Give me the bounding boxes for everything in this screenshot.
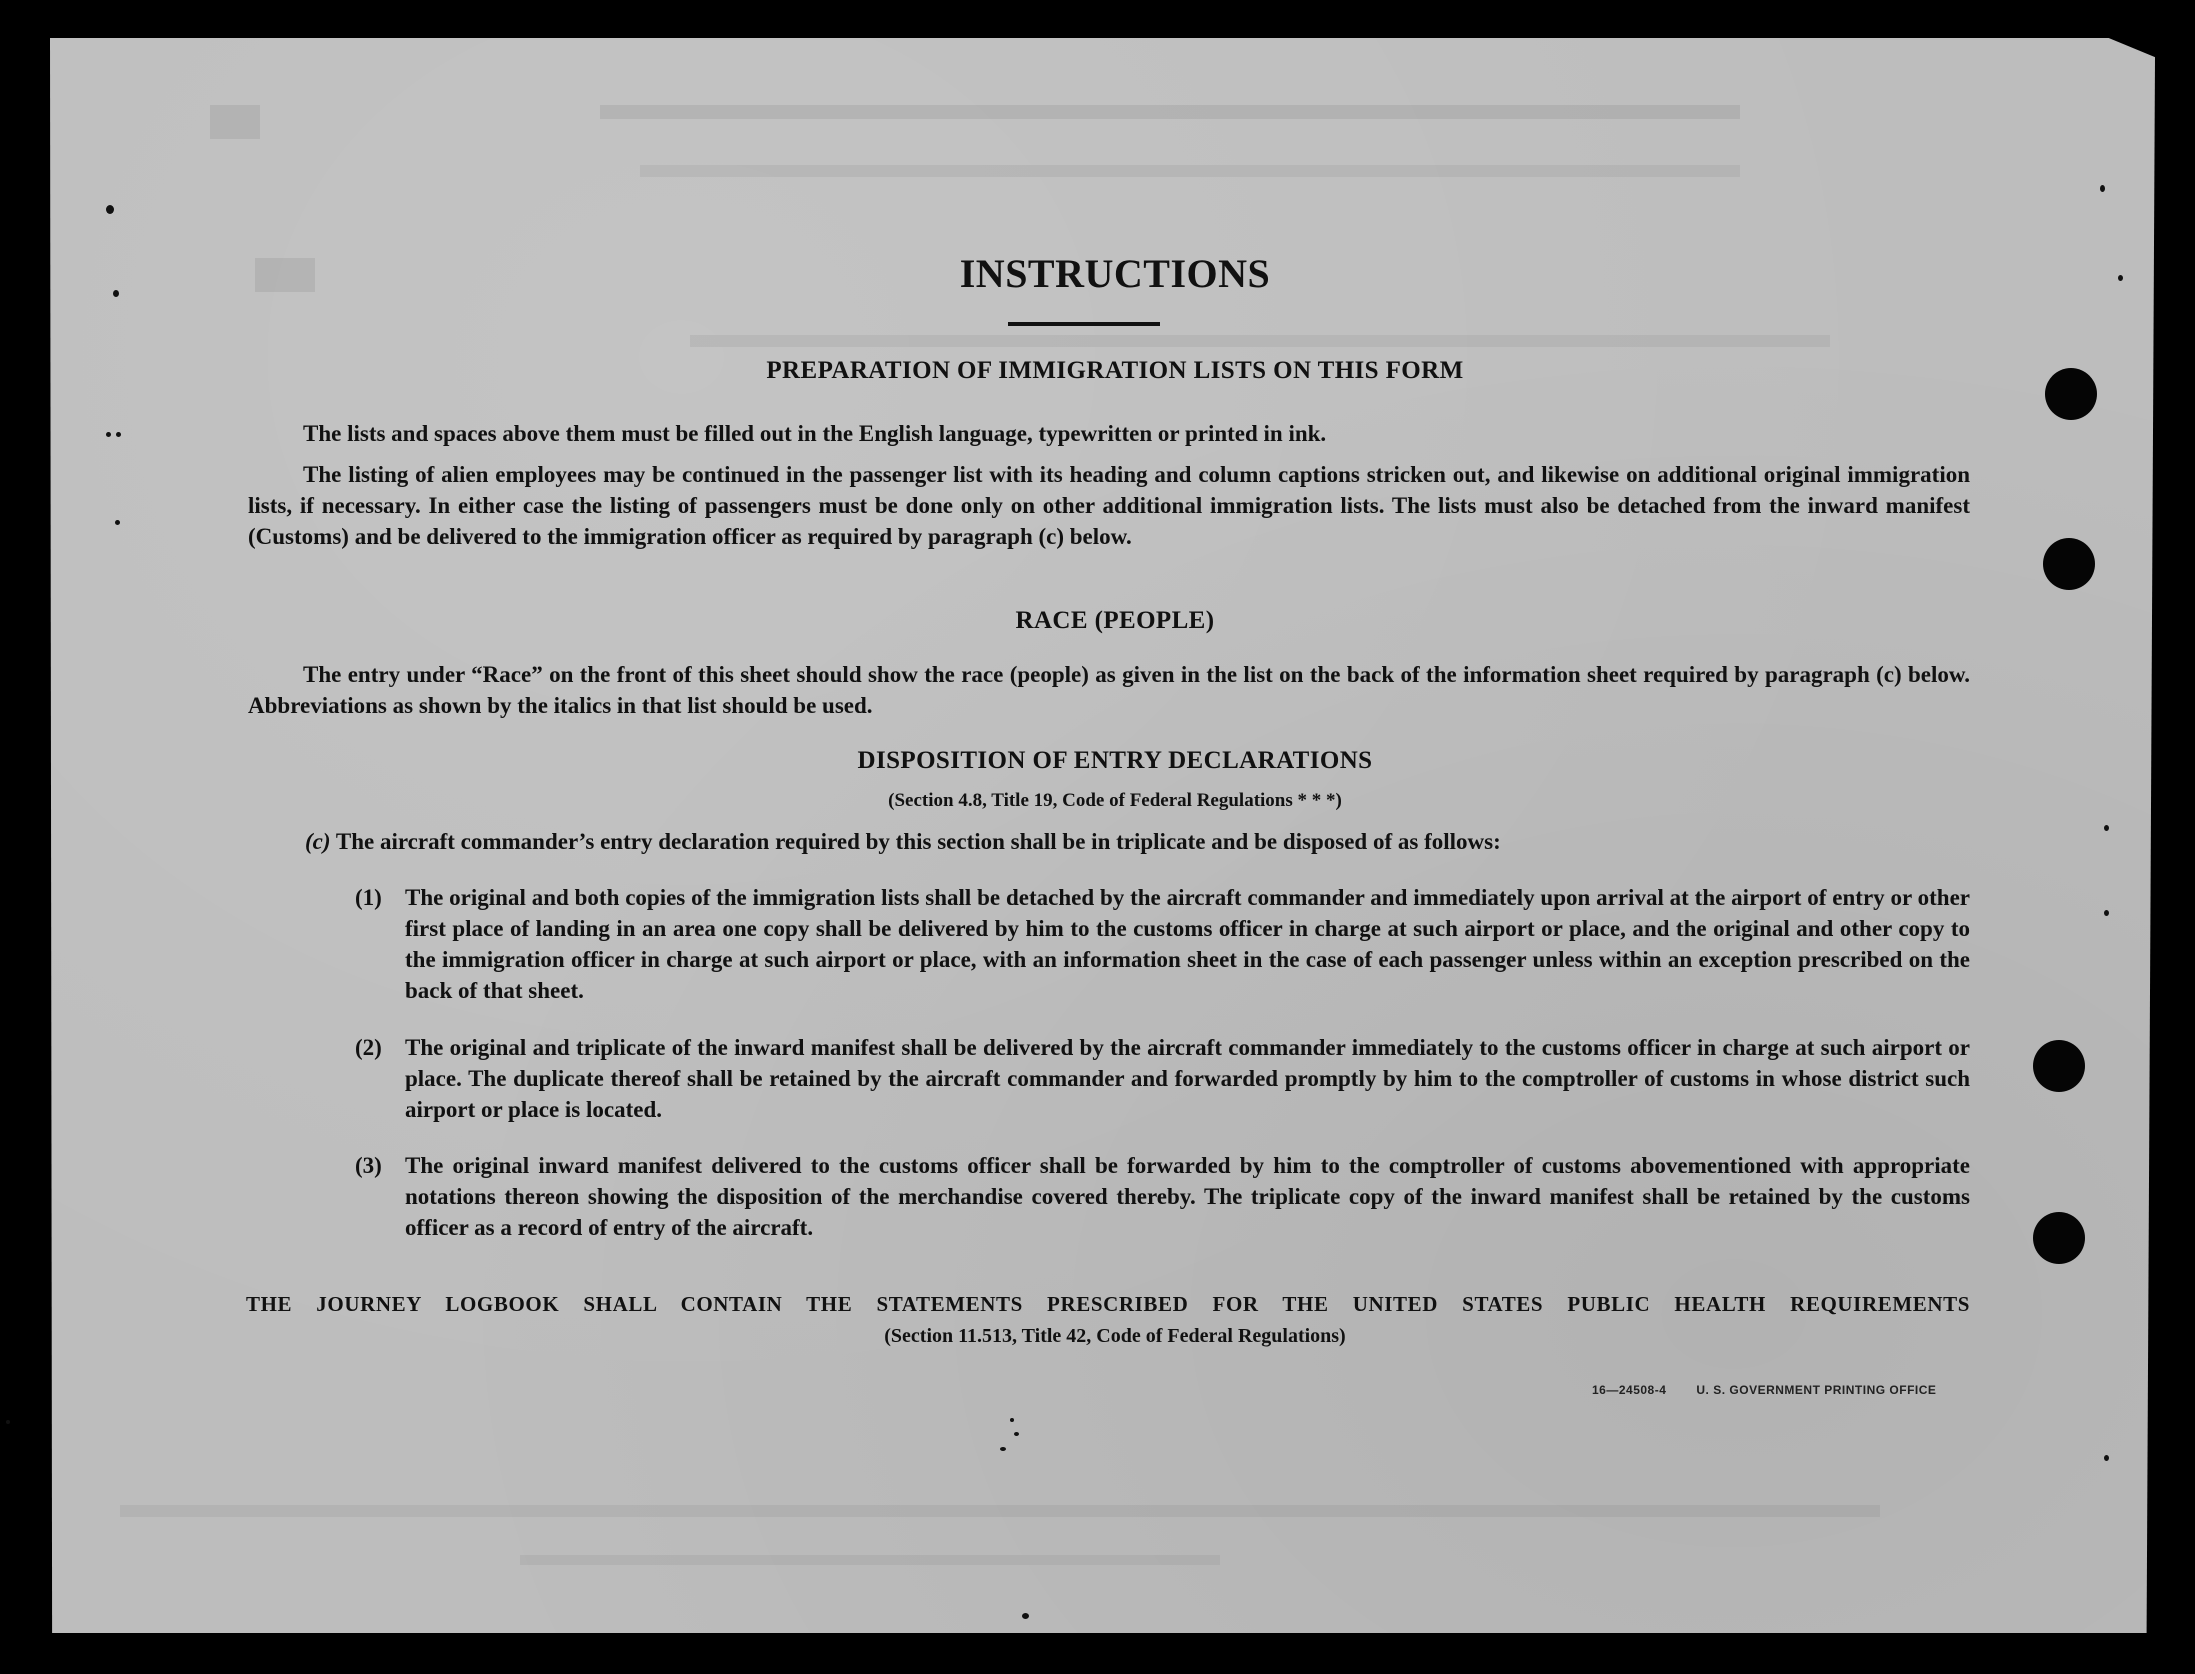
disposition-item-number: (3) (355, 1153, 382, 1178)
printer-imprint (1592, 1383, 1936, 1397)
section-heading-disposition: DISPOSITION OF ENTRY DECLARATIONS (857, 747, 1373, 774)
disposition-item-text: The original and triplicate of the inward manifest shall be delivered by the aircraft commander immediately to the customs officer in charge at such airport or place. The duplicate thereof shall be retained by the aircraft commander and forwarded promptly by him to the comptroller of customs in whose district such airport or place is located. (405, 1035, 1970, 1122)
disposition-citation: (Section 4.8, Title 19, Code of Federal Regulations * * *) (888, 790, 1342, 811)
disposition-intro (305, 826, 1970, 857)
title-underline (1008, 322, 1160, 326)
public-health-statement: THE JOURNEY LOGBOOK SHALL CONTAIN THE STATEMENTS PRESCRIBED FOR THE UNITED STATES PUBLIC HEALTH REQUIREMENTS (246, 1292, 1970, 1316)
disposition-item-text: The original and both copies of the immigration lists shall be detached by the aircraft commander and immediately upon arrival at the airport of entry or other first place of landing in an area one copy shall be delivered by him to the customs officer in charge at such airport or place, and the original and other copy to the immigration officer in charge at such airport or place, with an information sheet in the case of each passenger unless within an exception prescribed on the back of that sheet. (405, 885, 1970, 1003)
race-paragraph-text: The entry under “Race” on the front of this sheet should show the race (people) as given in the list on the back of the information sheet required by paragraph (c) below. Abbreviations as shown by the italics in that list should be used. (248, 662, 1970, 718)
section-heading-preparation: PREPARATION OF IMMIGRATION LISTS ON THIS FORM (766, 357, 1464, 384)
form-number: 16—24508-4 (1592, 1383, 1667, 1397)
preparation-paragraph-2-text: The listing of alien employees may be continued in the passenger list with its heading and column captions stricken out, and likewise on additional original immigration lists, if necessary. In either case the listing of passengers must be done only on other additional immigration lists. The lists must also be detached from the inward manifest (Customs) and be delivered to the immigration officer as required by paragraph (c) below. (248, 462, 1970, 549)
disposition-item-text: The original inward manifest delivered to the customs officer shall be forwarded by him to the comptroller of customs abovementioned with appropriate notations thereon showing the disposition of the merchandise covered thereby. The triplicate copy of the inward manifest shall be retained by the customs officer as a record of entry of the aircraft. (405, 1153, 1970, 1240)
disposition-item-2 (355, 1032, 1970, 1125)
printer-name: U. S. GOVERNMENT PRINTING OFFICE (1696, 1383, 1937, 1397)
public-health-citation: (Section 11.513, Title 42, Code of Federal Regulations) (884, 1325, 1346, 1347)
race-paragraph (248, 659, 1970, 721)
disposition-intro-label: (c) (305, 829, 331, 854)
section-heading-race: RACE (PEOPLE) (1015, 607, 1215, 634)
disposition-item-1 (355, 882, 1970, 1006)
preparation-paragraph-2 (248, 459, 1970, 552)
preparation-paragraph-1 (248, 418, 1970, 449)
disposition-item-number: (1) (355, 885, 382, 910)
disposition-intro-text: The aircraft commander’s entry declaration required by this section shall be in triplicate and be disposed of as follows: (335, 829, 1501, 854)
preparation-paragraph-1-text: The lists and spaces above them must be filled out in the English language, typewritten or printed in ink. (303, 421, 1327, 446)
disposition-item-3 (355, 1150, 1970, 1243)
document-title: INSTRUCTIONS (959, 251, 1271, 296)
disposition-item-number: (2) (355, 1035, 382, 1060)
